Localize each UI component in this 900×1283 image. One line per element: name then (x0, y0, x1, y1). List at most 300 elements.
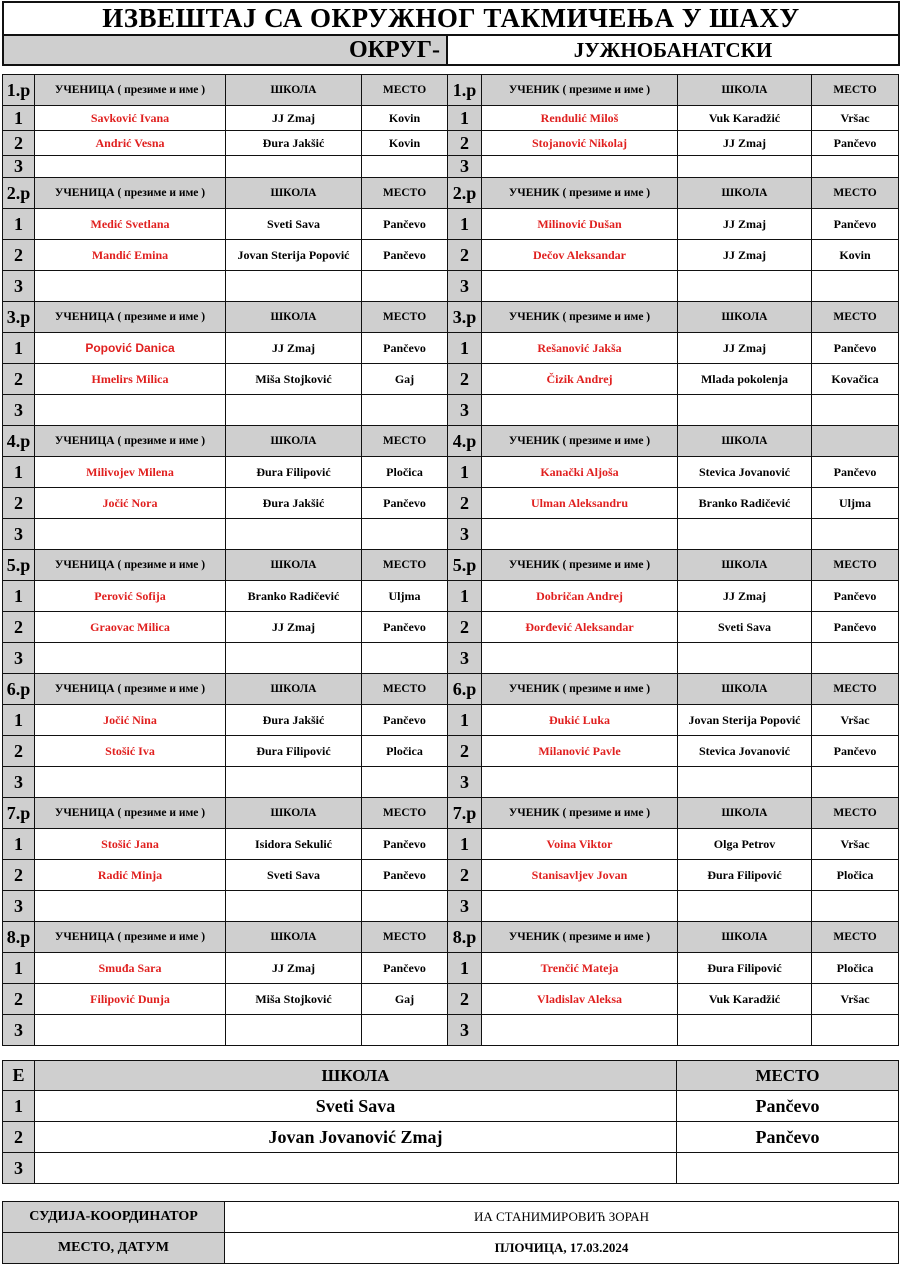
boy-school: Olga Petrov (678, 829, 812, 860)
page-title: ИЗВЕШТАЈ СА ОКРУЖНОГ ТАКМИЧЕЊА У ШАХУ (3, 2, 899, 35)
boy-school: JJ Zmaj (678, 209, 812, 240)
girls-name-header: УЧЕНИЦА ( презиме и име ) (35, 550, 226, 581)
boy-place (812, 519, 899, 550)
boy-name: Dobričan Andrej (482, 581, 678, 612)
boys-place-header: МЕСТО (812, 922, 899, 953)
boys-name-header: УЧЕНИК ( презиме и име ) (482, 302, 678, 333)
boys-school-header: ШКОЛА (678, 75, 812, 106)
girls-place-header: МЕСТО (362, 550, 448, 581)
girls-school-header: ШКОЛА (226, 798, 362, 829)
boy-place (812, 271, 899, 302)
grade-header-row (3, 922, 899, 953)
girl-place: Kovin (362, 131, 448, 156)
grade-label: 3.р (448, 302, 482, 333)
girl-place (362, 643, 448, 674)
boys-name-header: УЧЕНИК ( презиме и име ) (482, 674, 678, 705)
table-row (3, 488, 899, 519)
girls-place-header: МЕСТО (362, 922, 448, 953)
girl-place (362, 271, 448, 302)
grade-header-row (3, 178, 899, 209)
table-row (3, 767, 899, 798)
rank-number: 3 (3, 271, 35, 302)
boy-school: Stevica Jovanović (678, 457, 812, 488)
table-row (3, 953, 899, 984)
table-row (3, 271, 899, 302)
boy-place: Vršac (812, 829, 899, 860)
boy-name: Milanović Pavle (482, 736, 678, 767)
boy-school: Mlada pokolenja (678, 364, 812, 395)
boy-name (482, 1015, 678, 1046)
grade-label: 2.р (448, 178, 482, 209)
grade-label: 5.р (448, 550, 482, 581)
girl-name: Stošić Jana (35, 829, 226, 860)
rank-number: 1 (448, 457, 482, 488)
grade-header-row (3, 426, 899, 457)
grade-label: 4.р (3, 426, 35, 457)
girls-place-header: МЕСТО (362, 426, 448, 457)
rank-number: 3 (3, 395, 35, 426)
rank-number: 1 (448, 705, 482, 736)
table-row (3, 860, 899, 891)
boy-name: Dečov Aleksandar (482, 240, 678, 271)
grade-label: 2.р (3, 178, 35, 209)
girl-school: Đura Jakšić (226, 131, 362, 156)
table-row (3, 705, 899, 736)
rank-number: 1 (3, 333, 35, 364)
rank-number: 2 (448, 612, 482, 643)
team-rank: 1 (3, 1091, 35, 1122)
boy-name (482, 643, 678, 674)
girl-place: Pločica (362, 736, 448, 767)
rank-number: 2 (3, 612, 35, 643)
girl-name: Hmelirs Milica (35, 364, 226, 395)
boys-name-header: УЧЕНИК ( презиме и име ) (482, 75, 678, 106)
boy-school: Jovan Sterija Popović (678, 705, 812, 736)
grade-label: 4.р (448, 426, 482, 457)
boys-school-header: ШКОЛА (678, 922, 812, 953)
boys-name-header: УЧЕНИК ( презиме и име ) (482, 550, 678, 581)
boy-name: Vladislav Aleksa (482, 984, 678, 1015)
rank-number: 1 (3, 829, 35, 860)
team-rank: 2 (3, 1122, 35, 1153)
rank-number: 1 (448, 209, 482, 240)
boy-name (482, 395, 678, 426)
rank-number: 2 (3, 364, 35, 395)
rank-number: 3 (3, 1015, 35, 1046)
girl-name: Mandić Emina (35, 240, 226, 271)
boy-name: Stanisavljev Jovan (482, 860, 678, 891)
rank-number: 2 (448, 364, 482, 395)
boy-school (678, 1015, 812, 1046)
boy-school (678, 643, 812, 674)
rank-number: 2 (3, 488, 35, 519)
girl-name: Medić Svetlana (35, 209, 226, 240)
rank-number: 1 (448, 829, 482, 860)
girls-name-header: УЧЕНИЦА ( презиме и име ) (35, 302, 226, 333)
boy-place: Vršac (812, 984, 899, 1015)
girl-school: JJ Zmaj (226, 612, 362, 643)
table-row (3, 106, 899, 131)
girls-name-header: УЧЕНИЦА ( презиме и име ) (35, 922, 226, 953)
girl-school: JJ Zmaj (226, 106, 362, 131)
grade-label: 6.р (3, 674, 35, 705)
grade-header-row (3, 798, 899, 829)
boy-place: Pančevo (812, 209, 899, 240)
boy-school: JJ Zmaj (678, 333, 812, 364)
girls-name-header: УЧЕНИЦА ( презиме и име ) (35, 75, 226, 106)
boy-place: Vršac (812, 705, 899, 736)
girl-place: Uljma (362, 581, 448, 612)
girl-school (226, 519, 362, 550)
rank-number: 1 (3, 209, 35, 240)
table-row (3, 643, 899, 674)
boys-place-header: МЕСТО (812, 178, 899, 209)
table-row (3, 736, 899, 767)
girl-name: Smuđa Sara (35, 953, 226, 984)
boy-place (812, 643, 899, 674)
boy-name: Milinović Dušan (482, 209, 678, 240)
girl-place (362, 767, 448, 798)
grade-label: 8.р (3, 922, 35, 953)
girl-name: Savković Ivana (35, 106, 226, 131)
table-row (3, 519, 899, 550)
boy-name: Đorđević Aleksandar (482, 612, 678, 643)
boys-name-header: УЧЕНИК ( презиме и име ) (482, 798, 678, 829)
rank-number: 1 (448, 106, 482, 131)
girl-school: Sveti Sava (226, 860, 362, 891)
girl-place: Pančevo (362, 953, 448, 984)
boys-place-header: МЕСТО (812, 75, 899, 106)
team-label: Е (3, 1061, 35, 1091)
girl-name (35, 891, 226, 922)
boy-place: Vršac (812, 106, 899, 131)
boy-name: Rendulić Miloš (482, 106, 678, 131)
grades-results-table (2, 74, 899, 1046)
grade-label: 6.р (448, 674, 482, 705)
rank-number: 2 (3, 240, 35, 271)
girl-name (35, 271, 226, 302)
boy-school: Đura Filipović (678, 953, 812, 984)
girls-place-header: МЕСТО (362, 798, 448, 829)
rank-number: 3 (3, 519, 35, 550)
grade-label: 1.р (448, 75, 482, 106)
rank-number: 3 (448, 891, 482, 922)
boys-name-header: УЧЕНИК ( презиме и име ) (482, 426, 678, 457)
girl-place: Pančevo (362, 612, 448, 643)
place-date-value: ПЛОЧИЦА, 17.03.2024 (225, 1233, 899, 1264)
boy-place (812, 891, 899, 922)
boy-name (482, 767, 678, 798)
girl-name (35, 767, 226, 798)
team-school: Jovan Jovanović Zmaj (35, 1122, 677, 1153)
boy-place (812, 395, 899, 426)
girl-name: Milivojev Milena (35, 457, 226, 488)
team-school: Sveti Sava (35, 1091, 677, 1122)
rank-number: 2 (448, 736, 482, 767)
district-value: ЈУЖНОБАНАТСКИ (447, 35, 899, 65)
girl-place (362, 891, 448, 922)
girls-school-header: ШКОЛА (226, 178, 362, 209)
boys-school-header: ШКОЛА (678, 550, 812, 581)
boy-place (812, 156, 899, 178)
boys-school-header: ШКОЛА (678, 674, 812, 705)
girl-name: Popović Danica (35, 333, 226, 364)
girls-name-header: УЧЕНИЦА ( презиме и име ) (35, 426, 226, 457)
rank-number: 1 (448, 953, 482, 984)
girls-school-header: ШКОЛА (226, 674, 362, 705)
rank-number: 1 (3, 705, 35, 736)
team-place: Pančevo (677, 1122, 899, 1153)
rank-number: 3 (448, 395, 482, 426)
rank-number: 3 (3, 643, 35, 674)
girls-place-header: МЕСТО (362, 178, 448, 209)
girl-name (35, 643, 226, 674)
table-row (3, 829, 899, 860)
rank-number: 2 (448, 131, 482, 156)
rank-number: 3 (448, 1015, 482, 1046)
rank-number: 1 (448, 581, 482, 612)
boy-name (482, 271, 678, 302)
rank-number: 3 (448, 519, 482, 550)
table-row (3, 612, 899, 643)
girls-name-header: УЧЕНИЦА ( презиме и име ) (35, 798, 226, 829)
rank-number: 1 (3, 457, 35, 488)
grade-header-row (3, 302, 899, 333)
team-rank: 3 (3, 1153, 35, 1184)
girl-school: Jovan Sterija Popović (226, 240, 362, 271)
rank-number: 2 (3, 131, 35, 156)
girl-school: Miša Stojković (226, 984, 362, 1015)
boy-name: Trenčić Mateja (482, 953, 678, 984)
girl-place (362, 519, 448, 550)
boys-place-header (812, 426, 899, 457)
girl-school (226, 156, 362, 178)
table-row (3, 209, 899, 240)
girl-school: Đura Jakšić (226, 705, 362, 736)
rank-number: 2 (448, 984, 482, 1015)
girl-name: Perović Sofija (35, 581, 226, 612)
judge-label: СУДИЈА-КООРДИНАТОР (3, 1202, 225, 1233)
girl-name (35, 1015, 226, 1046)
judge-value: ИА СТАНИМИРОВИЋ ЗОРАН (225, 1202, 899, 1233)
grade-header-row (3, 674, 899, 705)
table-row (3, 156, 899, 178)
boy-place: Pločica (812, 860, 899, 891)
grade-label: 8.р (448, 922, 482, 953)
boy-place: Kovin (812, 240, 899, 271)
boys-place-header: МЕСТО (812, 674, 899, 705)
rank-number: 3 (448, 271, 482, 302)
girl-school (226, 767, 362, 798)
girl-place: Pančevo (362, 333, 448, 364)
boy-school: Branko Radičević (678, 488, 812, 519)
boys-school-header: ШКОЛА (678, 178, 812, 209)
rank-number: 2 (3, 736, 35, 767)
grade-label: 5.р (3, 550, 35, 581)
table-row (3, 240, 899, 271)
boy-place: Pančevo (812, 457, 899, 488)
girl-place: Kovin (362, 106, 448, 131)
rank-number: 3 (3, 891, 35, 922)
boy-place: Pančevo (812, 131, 899, 156)
boy-school: Vuk Karadžić (678, 984, 812, 1015)
girl-school: JJ Zmaj (226, 953, 362, 984)
girl-place: Pančevo (362, 488, 448, 519)
rank-number: 1 (3, 581, 35, 612)
boy-name: Kanački Aljoša (482, 457, 678, 488)
boy-place: Kovačica (812, 364, 899, 395)
boy-school: JJ Zmaj (678, 131, 812, 156)
rank-number: 3 (448, 643, 482, 674)
boy-place: Pančevo (812, 581, 899, 612)
boy-name (482, 156, 678, 178)
footer-table (2, 1201, 899, 1264)
girl-name (35, 519, 226, 550)
boys-name-header: УЧЕНИК ( презиме и име ) (482, 922, 678, 953)
boys-place-header: МЕСТО (812, 302, 899, 333)
rank-number: 1 (3, 106, 35, 131)
girl-school: Miša Stojković (226, 364, 362, 395)
table-row (3, 581, 899, 612)
table-row (3, 395, 899, 426)
table-row (3, 457, 899, 488)
boy-school (678, 891, 812, 922)
rank-number: 2 (448, 488, 482, 519)
rank-number: 2 (3, 860, 35, 891)
boys-place-header: МЕСТО (812, 798, 899, 829)
boy-place (812, 767, 899, 798)
table-row (3, 364, 899, 395)
rank-number: 2 (3, 984, 35, 1015)
girl-school: Đura Jakšić (226, 488, 362, 519)
girls-school-header: ШКОЛА (226, 550, 362, 581)
grade-label: 7.р (3, 798, 35, 829)
girl-name: Filipović Dunja (35, 984, 226, 1015)
girl-school: Branko Radičević (226, 581, 362, 612)
girls-school-header: ШКОЛА (226, 75, 362, 106)
boy-school: Vuk Karadžić (678, 106, 812, 131)
girls-place-header: МЕСТО (362, 674, 448, 705)
girl-school (226, 271, 362, 302)
team-place (677, 1153, 899, 1184)
grade-label: 7.р (448, 798, 482, 829)
boy-name: Đukić Luka (482, 705, 678, 736)
girl-place (362, 395, 448, 426)
girl-name (35, 395, 226, 426)
girl-place: Pančevo (362, 829, 448, 860)
girl-name (35, 156, 226, 178)
rank-number: 1 (3, 953, 35, 984)
boy-place: Pločica (812, 953, 899, 984)
girl-name: Graovac Milica (35, 612, 226, 643)
report-header (2, 1, 900, 66)
girls-name-header: УЧЕНИЦА ( презиме и име ) (35, 178, 226, 209)
boy-place (812, 1015, 899, 1046)
boy-school: JJ Zmaj (678, 240, 812, 271)
boy-place: Uljma (812, 488, 899, 519)
girl-school: Đura Filipović (226, 736, 362, 767)
rank-number: 2 (448, 240, 482, 271)
girl-school: JJ Zmaj (226, 333, 362, 364)
team-school (35, 1153, 677, 1184)
team-place: Pančevo (677, 1091, 899, 1122)
girl-school (226, 891, 362, 922)
grade-label: 1.р (3, 75, 35, 106)
boy-name (482, 519, 678, 550)
rank-number: 1 (448, 333, 482, 364)
table-row (3, 984, 899, 1015)
table-row (3, 333, 899, 364)
boys-school-header: ШКОЛА (678, 798, 812, 829)
boy-place: Pančevo (812, 333, 899, 364)
girl-name: Andrić Vesna (35, 131, 226, 156)
place-date-label: МЕСТО, ДАТУМ (3, 1233, 225, 1264)
boy-name: Rešanović Jakša (482, 333, 678, 364)
girls-school-header: ШКОЛА (226, 426, 362, 457)
rank-number: 3 (3, 767, 35, 798)
grade-label: 3.р (3, 302, 35, 333)
team-results-table (2, 1060, 899, 1184)
girls-name-header: УЧЕНИЦА ( презиме и име ) (35, 674, 226, 705)
boy-name (482, 891, 678, 922)
girl-place: Pančevo (362, 209, 448, 240)
boy-school (678, 156, 812, 178)
boy-school: Stevica Jovanović (678, 736, 812, 767)
girl-school (226, 1015, 362, 1046)
girls-place-header: МЕСТО (362, 302, 448, 333)
boy-name: Voina Viktor (482, 829, 678, 860)
boy-place: Pančevo (812, 612, 899, 643)
boy-name: Stojanović Nikolaj (482, 131, 678, 156)
girl-place: Gaj (362, 984, 448, 1015)
boy-name: Ulman Aleksandru (482, 488, 678, 519)
girl-place (362, 1015, 448, 1046)
table-row (3, 131, 899, 156)
girl-school (226, 643, 362, 674)
boy-school: Sveti Sava (678, 612, 812, 643)
boy-place: Pančevo (812, 736, 899, 767)
boy-name: Čizik Andrej (482, 364, 678, 395)
boy-school (678, 271, 812, 302)
team-place-header: МЕСТО (677, 1061, 899, 1091)
girl-name: Jočić Nina (35, 705, 226, 736)
girl-school: Isidora Sekulić (226, 829, 362, 860)
girls-school-header: ШКОЛА (226, 922, 362, 953)
girl-place: Pločica (362, 457, 448, 488)
boys-school-header: ШКОЛА (678, 426, 812, 457)
girl-place: Pančevo (362, 240, 448, 271)
boys-school-header: ШКОЛА (678, 302, 812, 333)
table-row (3, 891, 899, 922)
boy-school (678, 767, 812, 798)
girl-place: Gaj (362, 364, 448, 395)
girl-school: Sveti Sava (226, 209, 362, 240)
girl-place: Pančevo (362, 705, 448, 736)
boys-name-header: УЧЕНИК ( презиме и име ) (482, 178, 678, 209)
girl-name: Radić Minja (35, 860, 226, 891)
rank-number: 3 (448, 767, 482, 798)
table-row (3, 1015, 899, 1046)
grade-header-row (3, 75, 899, 106)
boy-school: Đura Filipović (678, 860, 812, 891)
girl-name: Jočić Nora (35, 488, 226, 519)
boy-school: JJ Zmaj (678, 581, 812, 612)
girl-school (226, 395, 362, 426)
girl-place (362, 156, 448, 178)
grade-header-row (3, 550, 899, 581)
girls-place-header: МЕСТО (362, 75, 448, 106)
team-school-header: ШКОЛА (35, 1061, 677, 1091)
